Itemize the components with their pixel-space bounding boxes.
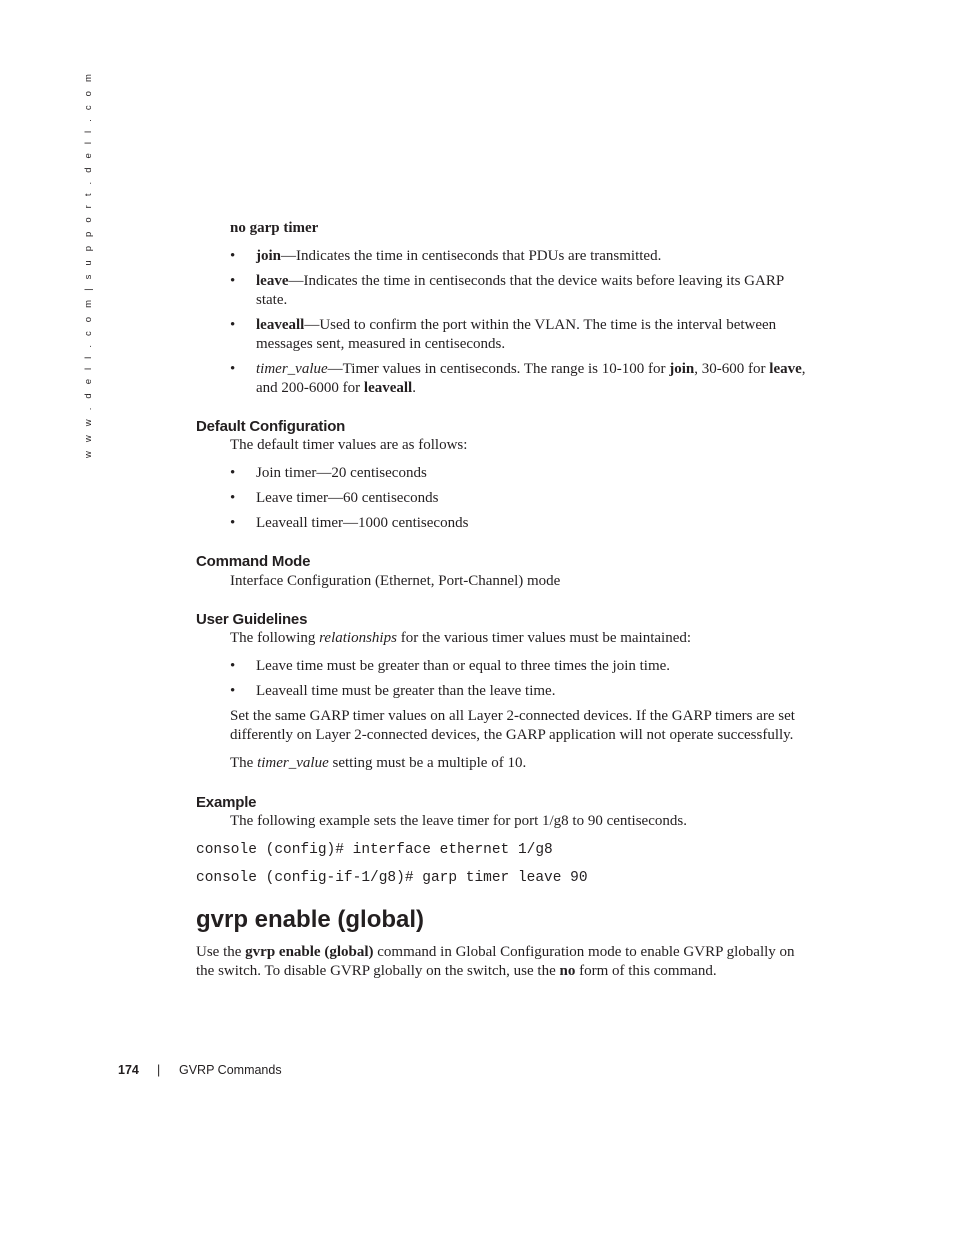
example-text: The following example sets the leave timer for port 1/g8 to 90 centiseconds. [230,813,687,829]
default-config-heading: Default Configuration [196,418,346,435]
param-timer-value: timer_value—Timer values in centiseconds. The range is 10-100 for join, 30-600 for leave, and 200-6000 for leaveall. [256,361,806,396]
user-guidelines-intro: The following relationships for the various timer values must be maintained: [230,630,692,646]
syntax-line: no garp timer [230,220,319,236]
command-mode-text: Interface Configuration (Ethernet, Port-Channel) mode [230,573,561,589]
bullet: • [230,490,236,506]
bullet: • [230,317,236,333]
param-leaveall: leaveall—Used to confirm the port within the VLAN. The time is the interval between messages sent, measured in centiseconds. [256,317,777,352]
code-line: console (config-if-1/g8)# garp timer leave 90 [196,870,588,886]
gvrp-desc-line1: Use the gvrp enable (global) command in Global Configuration mode to enable GVRP globally on [196,944,795,960]
footer-separator: | [157,1063,161,1077]
gvrp-desc-line2: the switch. To disable GVRP globally on the switch, use the no form of this command. [196,963,717,979]
bullet: • [230,515,236,531]
guideline-para-line: Set the same GARP timer values on all Layer 2-connected devices. If the GARP timers are set [230,708,795,724]
bullet: • [230,248,236,264]
default-item: Leave timer—60 centiseconds [256,490,439,506]
bullet: • [230,361,236,377]
section-title: gvrp enable (global) [196,906,425,933]
example-heading: Example [196,794,257,811]
default-item: Join timer—20 centiseconds [256,465,427,481]
page-number: 174 [118,1063,139,1077]
bullet: • [230,683,236,699]
param-leave: leave—Indicates the time in centiseconds that the device waits before leaving its GARP state. [256,273,784,308]
default-item: Leaveall timer—1000 centiseconds [256,515,469,531]
side-url: w w w . d e l l . c o m | s u p p o r t . d e l l . c o m [83,70,94,458]
guideline-para-2: The timer_value setting must be a multiple of 10. [230,755,527,771]
command-mode-heading: Command Mode [196,553,311,570]
guideline-item: Leave time must be greater than or equal to three times the join time. [256,658,671,674]
param-join: join—Indicates the time in centiseconds that PDUs are transmitted. [256,248,662,264]
bullet: • [230,273,236,289]
footer-section: GVRP Commands [179,1063,282,1077]
user-guidelines-heading: User Guidelines [196,611,308,628]
bullet: • [230,658,236,674]
guideline-para-line: differently on Layer 2-connected devices, the GARP application will not operate successfully. [230,727,794,743]
guideline-item: Leaveall time must be greater than the leave time. [256,683,556,699]
default-config-intro: The default timer values are as follows: [230,437,468,453]
code-line: console (config)# interface ethernet 1/g8 [196,842,553,858]
bullet: • [230,465,236,481]
